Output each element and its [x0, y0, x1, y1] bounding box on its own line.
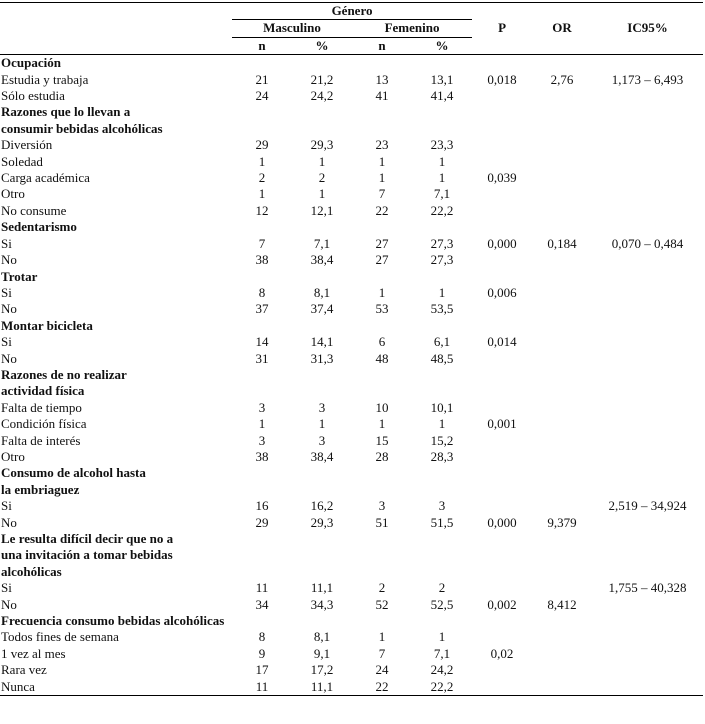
table-row: [0, 334, 703, 350]
f-n: 28: [375, 448, 389, 464]
row-label: Falta de tiempo: [1, 399, 82, 415]
table-row: [0, 88, 703, 104]
f-pct: 28,3: [430, 448, 454, 464]
row-label: Sólo estudia: [1, 88, 65, 104]
p-value: 0,018: [487, 71, 517, 87]
f-n: 23: [375, 137, 389, 153]
p-value: 0,02: [490, 645, 514, 661]
row-label: Si: [1, 334, 12, 350]
row-label: Si: [1, 284, 12, 300]
category-row: [0, 547, 703, 563]
m-pct: 14,1: [310, 334, 334, 350]
f-pct: 53,5: [430, 301, 454, 317]
category-row: [0, 531, 703, 547]
m-n: 3: [258, 399, 266, 415]
category-row: [0, 318, 703, 334]
f-pct: 10,1: [430, 399, 454, 415]
m-n: 1: [258, 153, 266, 169]
category-row: [0, 55, 703, 72]
or-value: 8,412: [547, 596, 577, 612]
table-row: [0, 679, 703, 696]
m-n: 21: [255, 71, 269, 87]
category-row: [0, 613, 703, 629]
m-n: 16: [255, 498, 269, 514]
m-n: 7: [258, 235, 266, 251]
f-pct: 51,5: [430, 514, 454, 530]
f-pct: 1: [438, 170, 446, 186]
row-label: No: [1, 350, 17, 366]
m-n: 17: [255, 662, 269, 678]
m-n: 11: [255, 580, 269, 596]
f-n: 3: [378, 498, 386, 514]
f-n: 22: [352, 679, 412, 696]
m-pct: 29,3: [310, 514, 334, 530]
row-label: 1 vez al mes: [1, 645, 66, 661]
table-row: [0, 351, 703, 367]
m-n: 34: [255, 596, 269, 612]
table-row: [0, 580, 703, 596]
results-table: [0, 2, 703, 696]
m-n: 2: [258, 170, 266, 186]
or-value: 0,184: [547, 235, 577, 251]
f-n: 7: [378, 186, 386, 202]
ic-value: 1,173 – 6,493: [611, 71, 684, 87]
m-pct: 37,4: [310, 301, 334, 317]
f-n: 22: [375, 202, 389, 218]
m-pct: 7,1: [313, 235, 331, 251]
table-row: [0, 646, 703, 662]
header-f-n: n: [352, 37, 412, 54]
m-n: 38: [255, 252, 269, 268]
p-value: 0,014: [487, 334, 517, 350]
m-n: 12: [255, 202, 269, 218]
m-n: 31: [255, 350, 269, 366]
row-label: No: [1, 596, 17, 612]
m-n: 14: [255, 334, 269, 350]
ic-value: 1,755 – 40,328: [608, 580, 687, 596]
f-n: 27: [375, 252, 389, 268]
f-n: 10: [375, 399, 389, 415]
f-n: 53: [375, 301, 389, 317]
category-row: [0, 367, 703, 383]
table-row: [0, 154, 703, 170]
f-pct: 2: [438, 580, 446, 596]
or-value: 2,76: [550, 71, 574, 87]
f-pct: 52,5: [430, 596, 454, 612]
m-n: 38: [255, 448, 269, 464]
p-value: 0,002: [487, 596, 517, 612]
p-value: 0,039: [487, 170, 517, 186]
table-row: [0, 416, 703, 432]
table-row: [0, 597, 703, 613]
header-ic: IC95%: [592, 3, 703, 55]
category-row: [0, 465, 703, 481]
f-n: 15: [375, 432, 389, 448]
f-n: 52: [375, 596, 389, 612]
category-label: actividad física: [1, 383, 85, 399]
p-value: 0,006: [487, 284, 517, 300]
f-pct: 27,3: [430, 252, 454, 268]
category-label: consumir bebidas alcohólicas: [1, 120, 163, 136]
table-row: [0, 400, 703, 416]
f-n: 13: [375, 71, 389, 87]
table-row: [0, 433, 703, 449]
row-label: Si: [1, 498, 12, 514]
table-row: [0, 252, 703, 268]
p-value: 0,000: [487, 235, 517, 251]
category-label: Consumo de alcohol hasta: [1, 465, 146, 481]
f-pct: 22,2: [430, 202, 454, 218]
m-pct: 11,1: [310, 580, 334, 596]
f-pct: 15,2: [430, 432, 454, 448]
p-value: 0,000: [487, 514, 517, 530]
row-label: Soledad: [1, 153, 43, 169]
category-label: Le resulta difícil decir que no a: [1, 531, 174, 546]
m-n: 29: [255, 514, 269, 530]
row-label: Rara vez: [1, 662, 47, 678]
category-row: [0, 104, 703, 120]
f-pct: 27,3: [430, 235, 454, 251]
m-pct: 3: [318, 399, 326, 415]
row-label: Si: [1, 580, 12, 596]
m-pct: 34,3: [310, 596, 334, 612]
m-pct: 1: [318, 186, 326, 202]
category-label: la embriaguez: [1, 481, 80, 497]
f-n: 1: [378, 153, 386, 169]
header-row-gender: [0, 3, 703, 20]
header-p: P: [472, 3, 532, 55]
p-value: 0,001: [487, 416, 517, 432]
or-value: 9,379: [547, 514, 577, 530]
category-label: Frecuencia consumo bebidas alcohólicas: [1, 613, 225, 629]
ic-value: 2,519 – 34,924: [608, 498, 687, 514]
m-pct: 8,1: [313, 284, 331, 300]
m-pct: 9,1: [313, 645, 331, 661]
f-pct: 22,2: [412, 679, 472, 696]
m-pct: 38,4: [310, 448, 334, 464]
row-label: No: [1, 301, 17, 317]
f-n: 24: [375, 662, 389, 678]
table-row: [0, 662, 703, 678]
f-pct: 24,2: [430, 662, 454, 678]
m-pct: 24,2: [310, 88, 334, 104]
category-row: [0, 121, 703, 137]
table-row: [0, 137, 703, 153]
f-n: 7: [378, 645, 386, 661]
m-n: 1: [258, 186, 266, 202]
header-m-pct: %: [292, 37, 352, 54]
row-label: Carga académica: [1, 170, 90, 186]
m-n: 37: [255, 301, 269, 317]
m-n: 29: [255, 137, 269, 153]
category-label: Razones de no realizar: [1, 366, 127, 382]
f-n: 27: [375, 235, 389, 251]
header-or: OR: [532, 3, 592, 55]
f-n: 51: [375, 514, 389, 530]
category-label: Montar bicicleta: [1, 317, 93, 333]
m-pct: 3: [318, 432, 326, 448]
row-label: Otro: [1, 186, 25, 202]
ic-value: 0,070 – 0,484: [611, 235, 684, 251]
row-label: Condición física: [1, 416, 87, 432]
f-pct: 7,1: [433, 186, 451, 202]
f-n: 1: [378, 170, 386, 186]
f-pct: 1: [438, 416, 446, 432]
category-label: Razones que lo llevan a: [1, 104, 131, 120]
f-n: 1: [378, 629, 386, 645]
f-n: 41: [375, 88, 389, 104]
m-n: 24: [255, 88, 269, 104]
f-n: 1: [378, 416, 386, 432]
category-row: [0, 383, 703, 399]
table-row: [0, 186, 703, 202]
m-pct: 2: [318, 170, 326, 186]
f-pct: 1: [438, 629, 446, 645]
header-f-pct: %: [412, 37, 472, 54]
m-pct: 1: [318, 153, 326, 169]
f-n: 6: [378, 334, 386, 350]
m-n: 8: [258, 629, 266, 645]
f-pct: 48,5: [430, 350, 454, 366]
m-pct: 21,2: [310, 71, 334, 87]
table-row: [0, 629, 703, 645]
f-pct: 7,1: [433, 645, 451, 661]
f-pct: 3: [438, 498, 446, 514]
m-pct: 1: [318, 416, 326, 432]
m-pct: 29,3: [310, 137, 334, 153]
category-label: Sedentarismo: [1, 219, 77, 235]
row-label: Estudia y trabaja: [1, 71, 89, 87]
f-pct: 23,3: [430, 137, 454, 153]
table-row: [0, 236, 703, 252]
f-pct: 41,4: [430, 88, 454, 104]
row-label: Nunca: [0, 679, 232, 696]
table-row: [0, 203, 703, 219]
category-row: [0, 482, 703, 498]
table-row: [0, 301, 703, 317]
m-pct: 17,2: [310, 662, 334, 678]
category-row: [0, 219, 703, 235]
header-m-n: n: [232, 37, 292, 54]
table-row: [0, 170, 703, 186]
f-pct: 6,1: [433, 334, 451, 350]
m-pct: 31,3: [310, 350, 334, 366]
m-pct: 8,1: [313, 629, 331, 645]
row-label: No: [1, 514, 17, 530]
table-row: [0, 285, 703, 301]
category-row: [0, 269, 703, 285]
row-label: Otro: [1, 448, 25, 464]
f-n: 48: [375, 350, 389, 366]
m-pct: 12,1: [310, 202, 334, 218]
category-label: Ocupación: [1, 55, 61, 71]
m-pct: 11,1: [292, 679, 352, 696]
table-row: [0, 72, 703, 88]
m-n: 8: [258, 284, 266, 300]
header-femenino: Femenino: [352, 20, 472, 37]
m-n: 1: [258, 416, 266, 432]
m-n: 11: [232, 679, 292, 696]
f-pct: 1: [438, 153, 446, 169]
row-label: Falta de interés: [1, 432, 81, 448]
header-genero: Género: [232, 3, 472, 20]
category-label: Trotar: [1, 268, 38, 284]
f-pct: 1: [438, 284, 446, 300]
row-label: Diversión: [1, 137, 53, 153]
table-row: [0, 449, 703, 465]
category-label: una invitación a tomar bebidas: [1, 547, 173, 563]
category-label: alcohólicas: [1, 563, 62, 579]
m-n: 9: [258, 645, 266, 661]
table-row: [0, 498, 703, 514]
header-empty: [0, 3, 232, 20]
category-row: [0, 564, 703, 580]
header-masculino: Masculino: [232, 20, 352, 37]
row-label: No consume: [1, 202, 67, 218]
row-label: No: [1, 252, 17, 268]
row-label: Si: [1, 235, 12, 251]
m-pct: 38,4: [310, 252, 334, 268]
m-n: 3: [258, 432, 266, 448]
f-n: 2: [378, 580, 386, 596]
f-n: 1: [378, 284, 386, 300]
row-label: Todos fines de semana: [1, 629, 119, 645]
f-pct: 13,1: [430, 71, 454, 87]
m-pct: 16,2: [310, 498, 334, 514]
table-row: [0, 515, 703, 531]
